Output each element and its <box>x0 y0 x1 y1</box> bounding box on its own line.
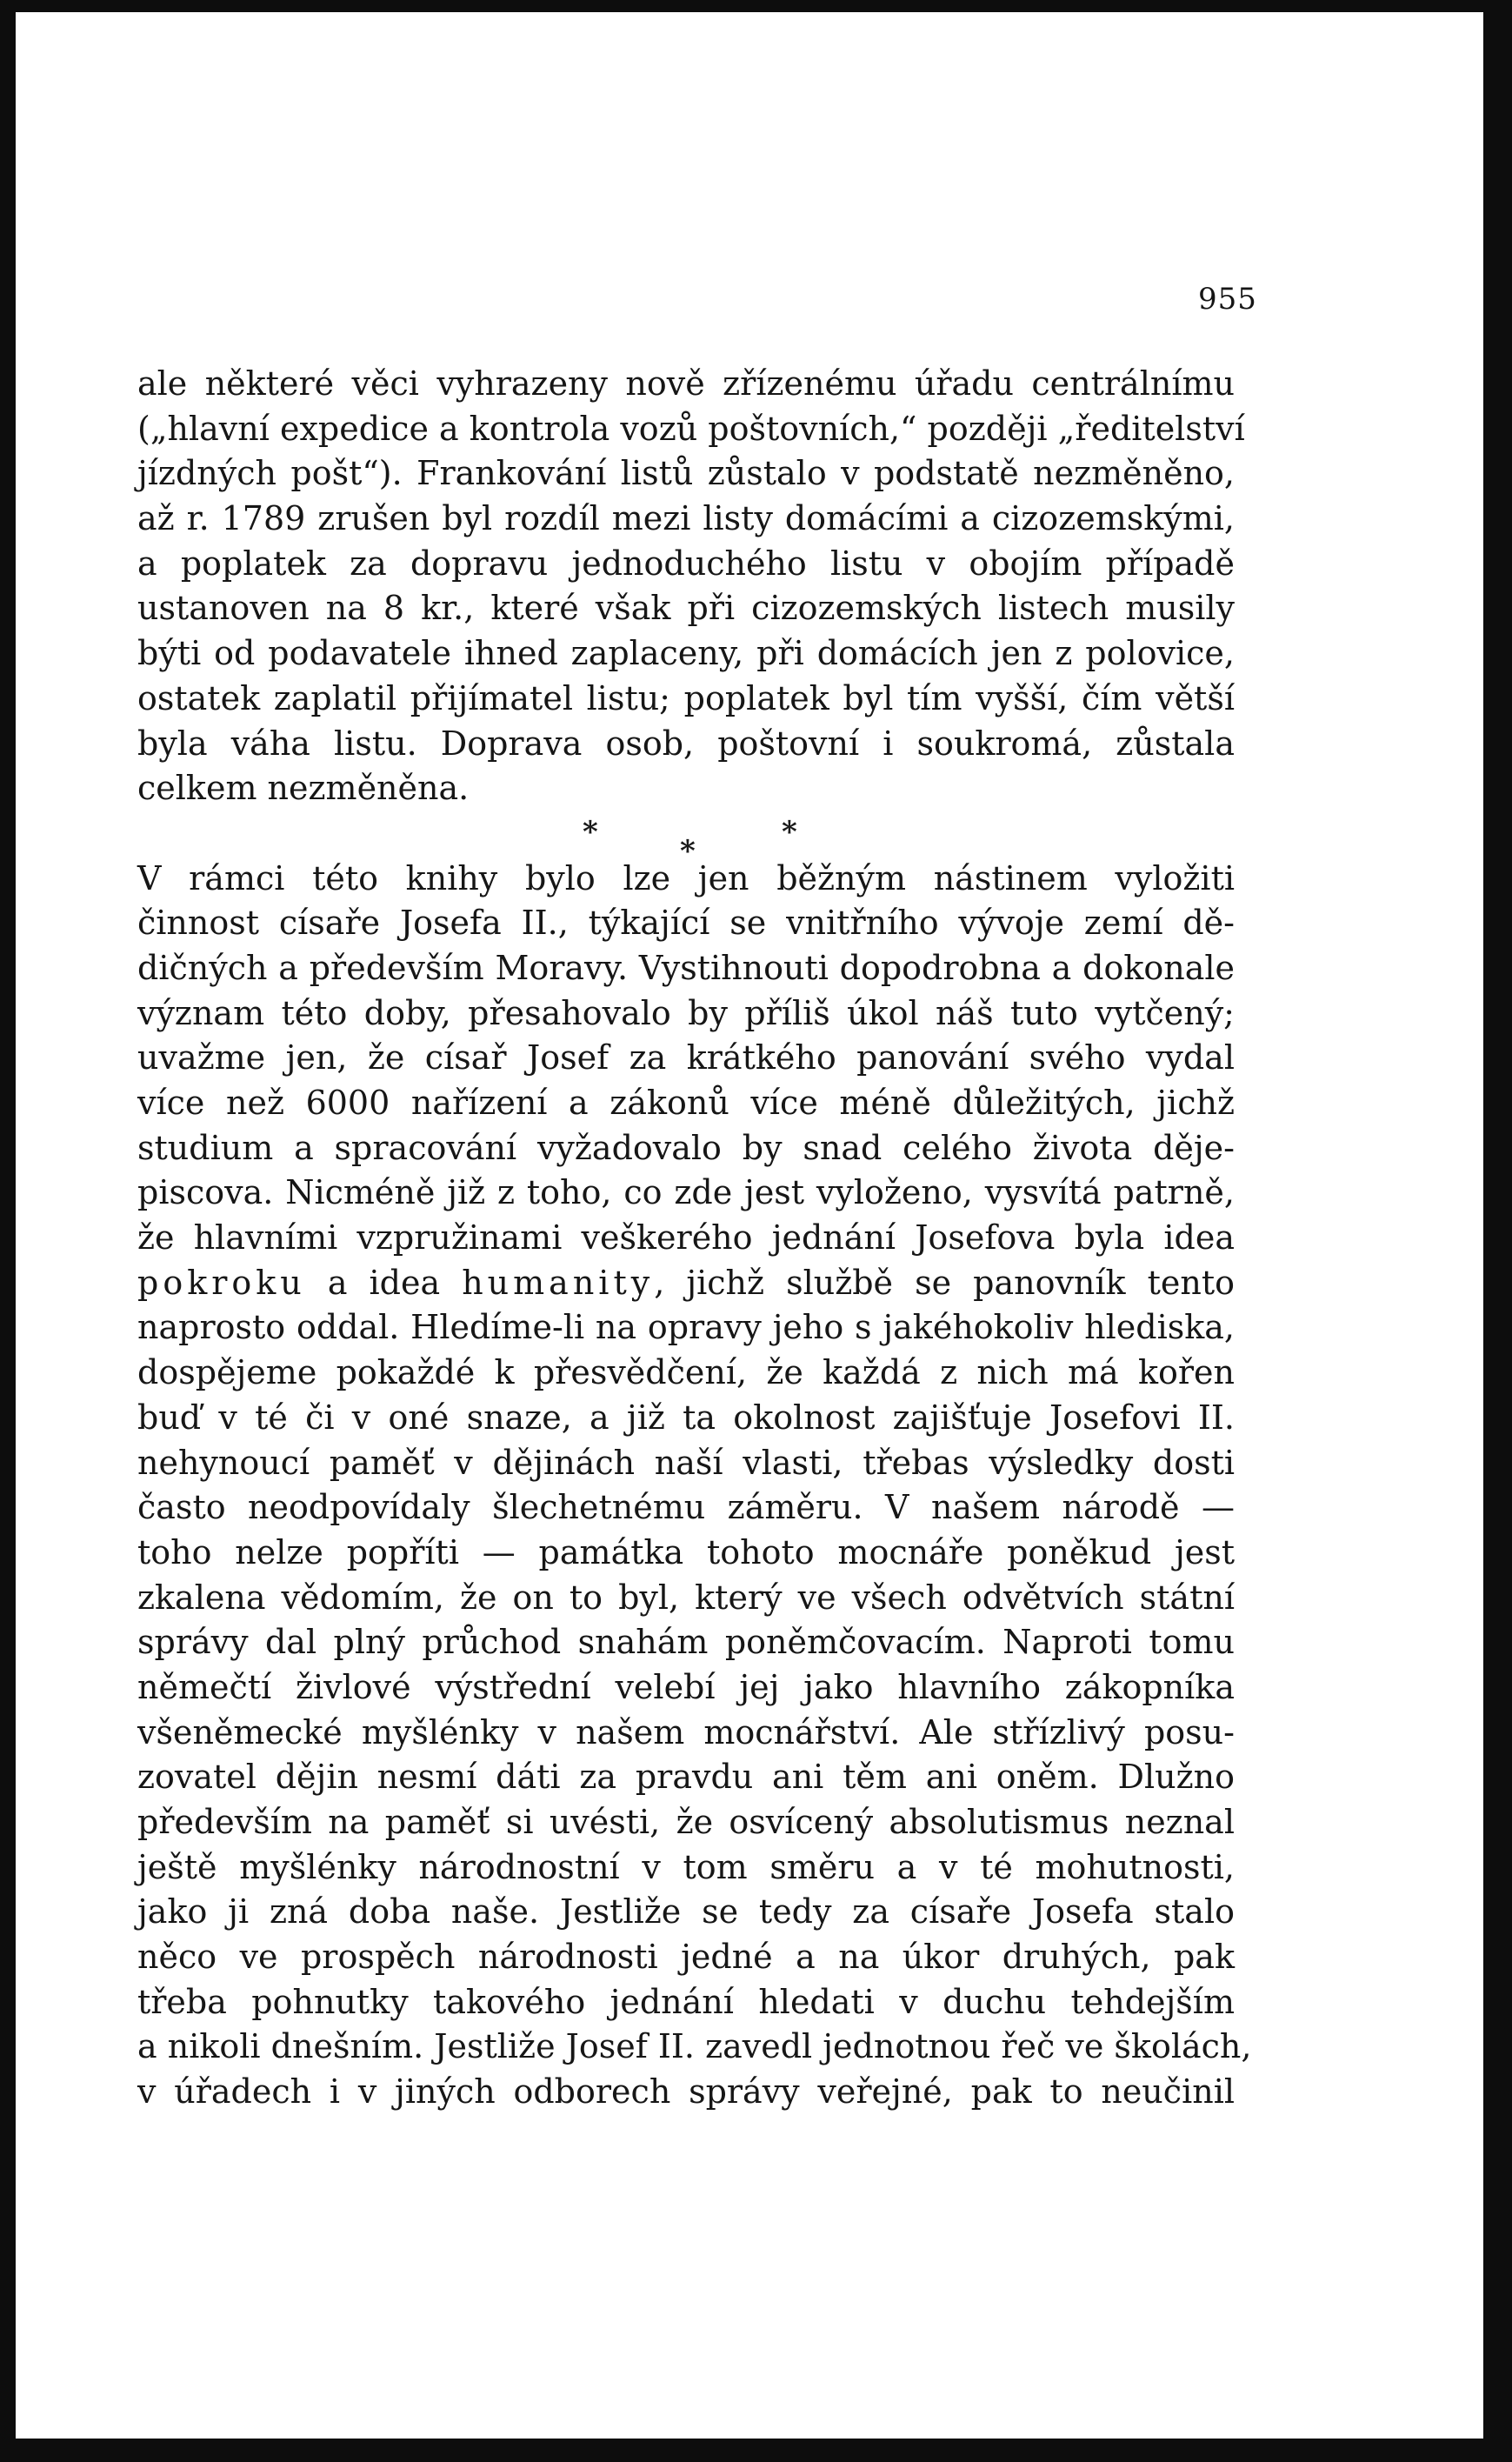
body-text <box>137 362 1252 2115</box>
text-line: především na paměť si uvésti, že osvícený absolutismus neznal <box>137 1803 1235 1841</box>
text-line: ustanoven na 8 kr., které však při cizozemských listech musily <box>137 589 1235 628</box>
text-line: a poplatek za dopravu jednoduchého listu v obojím případě <box>137 544 1235 583</box>
asterisk: * <box>782 814 797 850</box>
text-line: v úřadech i v jiných odborech správy veřejné, pak to neučinil <box>137 2072 1235 2112</box>
text-line: činnost císaře Josefa II., týkající se vnitřního vývoje zemí dě- <box>137 904 1235 943</box>
text-line: zovatel dějin nesmí dáti za pravdu ani těm ani oněm. Dlužno <box>137 1758 1235 1797</box>
text-fragment: a idea <box>305 1263 463 1302</box>
text-line: dičných a především Moravy. Vystihnouti dopodrobna a dokonale <box>137 948 1235 987</box>
text-line: dospějeme pokaždé k přesvědčení, že každá z nich má kořen <box>137 1353 1235 1392</box>
text-line: jízdných pošt“). Frankování listů zůstalo v podstatě nezměněno, <box>137 454 1235 493</box>
page-number: 955 <box>1198 282 1257 317</box>
text-line: („hlavní expedice a kontrola vozů poštovních,“ později „ředitelství <box>137 409 1245 448</box>
text-line: uvažme jen, že císař Josef za krátkého panování svého vydal <box>137 1038 1235 1078</box>
text-line: toho nelze popříti — památka tohoto mocnáře poněkud jest <box>137 1532 1235 1571</box>
spaced-word-humanity: humanity <box>462 1263 655 1302</box>
text-line: správy dal plný průchod snahám poněmčovacím. Naproti tomu <box>137 1623 1235 1662</box>
text-line: že hlavními vzpružinami veškerého jednání Josefova byla idea <box>137 1218 1235 1258</box>
text-line: ale některé věci vyhrazeny nově zřízenému úřadu centrálnímu <box>137 364 1235 403</box>
asterisk: * <box>583 814 598 850</box>
paragraph-postal-reform <box>137 362 1245 811</box>
text-line: býti od podavatele ihned zaplaceny, při domácích jen z polovice, <box>137 634 1235 673</box>
text-line: V rámci této knihy bylo lze jen běžným nástinem vyložiti <box>137 858 1235 897</box>
text-line: často neodpovídaly šlechetnému záměru. V našem národě — <box>137 1488 1235 1527</box>
paragraph-josef-ii <box>137 857 1252 2115</box>
text-line: němečtí živlové výstřední velebí jej jako hlavního zákopníka <box>137 1667 1235 1706</box>
text-line: až r. 1789 zrušen byl rozdíl mezi listy domácími a cizozemskými, <box>137 499 1235 538</box>
text-line: ostatek zaplatil přijímatel listu; poplatek byl tím vyšší, čím větší <box>137 678 1235 717</box>
text-line: naprosto oddal. Hledíme-li na opravy jeho s jakéhokoliv hlediska, <box>137 1308 1235 1347</box>
section-separator <box>137 811 1235 869</box>
spaced-word-pokroku: pokroku <box>137 1263 306 1302</box>
text-line: byla váha listu. Doprava osob, poštovní i soukromá, zůstala <box>137 724 1235 763</box>
text-line: ještě myšlénky národnostní v tom směru a v té mohutnosti, <box>137 1847 1235 1886</box>
text-line: jako ji zná doba naše. Jestliže se tedy za císaře Josefa stalo <box>137 1892 1235 1932</box>
text-line: více než 6000 nařízení a zákonů více méně důležitých, jichž <box>137 1084 1235 1122</box>
text-line: studium a spracování vyžadovalo by snad celého života děje- <box>137 1128 1235 1167</box>
text-line-spaced <box>137 1261 1235 1306</box>
text-line: celkem nezměněna. <box>137 769 470 808</box>
text-line: nehynoucí paměť v dějinách naší vlasti, třebas výsledky dosti <box>137 1443 1235 1482</box>
text-line: piscova. Nicméně již z toho, co zde jest vyloženo, vysvítá patrně, <box>137 1173 1235 1212</box>
book-page <box>16 12 1483 2439</box>
text-line: zkalena vědomím, že on to byl, který ve všech odvětvích státní <box>137 1578 1235 1617</box>
text-line: třeba pohnutky takového jednání hledati v duchu tehdejším <box>137 1982 1235 2021</box>
text-fragment: , jichž službě se panovník tento <box>654 1263 1235 1302</box>
asterisk: * <box>680 833 696 869</box>
text-line: význam této doby, přesahovalo by příliš úkol náš tuto vytčený; <box>137 993 1235 1032</box>
text-line: buď v té či v oné snaze, a již ta okolnost zajišťuje Josefovi II. <box>137 1398 1235 1437</box>
text-line: všeněmecké myšlénky v našem mocnářství. Ale střízlivý posu- <box>137 1712 1235 1751</box>
text-line: něco ve prospěch národnosti jedné a na úkor druhých, pak <box>137 1938 1235 1977</box>
text-line: a nikoli dnešním. Jestliže Josef II. zavedl jednotnou řeč ve školách, <box>137 2027 1252 2066</box>
